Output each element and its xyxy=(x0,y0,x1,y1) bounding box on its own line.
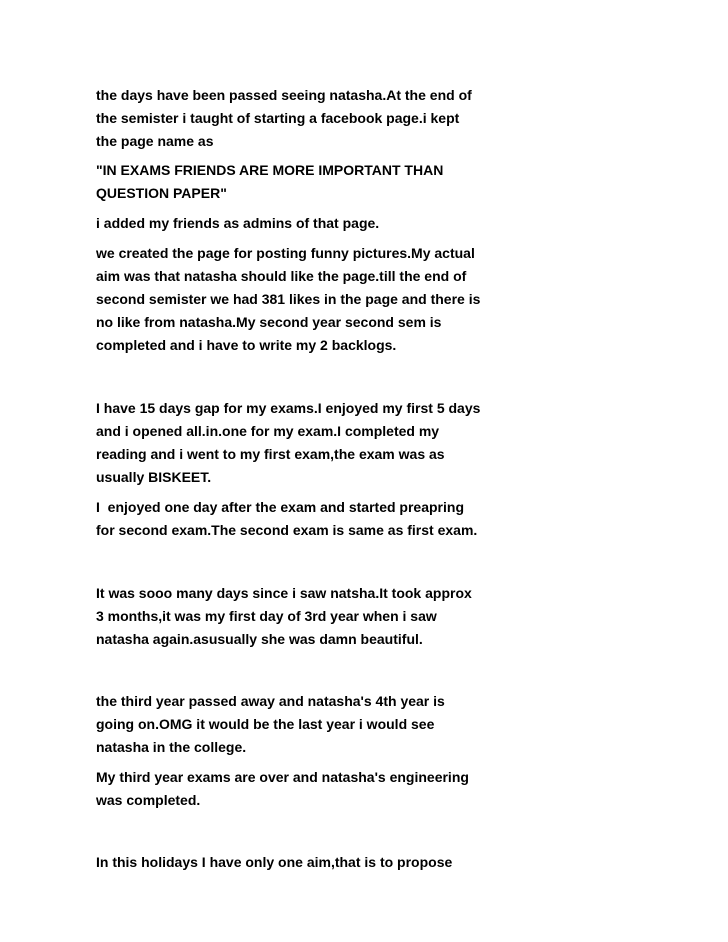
text-line: natasha again.asusually she was damn beautiful. xyxy=(96,631,423,647)
text-line: I enjoyed one day after the exam and started preapring xyxy=(96,499,464,515)
text-line: usually BISKEET. xyxy=(96,469,212,485)
text-line: going on.OMG it would be the last year i would see xyxy=(96,716,435,732)
text-line: we created the page for posting funny pictures.My actual xyxy=(96,245,475,261)
text-line: i added my friends as admins of that page. xyxy=(96,215,380,231)
text-line: 3 months,it was my first day of 3rd year when i saw xyxy=(96,608,437,624)
text-line: I have 15 days gap for my exams.I enjoyed my first 5 days xyxy=(96,400,481,416)
text-line: In this holidays I have only one aim,that is to propose xyxy=(96,854,453,870)
text-line: My third year exams are over and natasha's engineering xyxy=(96,769,469,785)
text-line: aim was that natasha should like the page.till the end of xyxy=(96,268,467,284)
text-line: QUESTION PAPER" xyxy=(96,185,227,201)
text-line: completed and i have to write my 2 backlogs. xyxy=(96,337,397,353)
text-line: no like from natasha.My second year second sem is xyxy=(96,314,442,330)
text-line: and i opened all.in.one for my exam.I completed my xyxy=(96,423,440,439)
text-line: was completed. xyxy=(96,792,201,808)
text-line: second semister we had 381 likes in the page and there is xyxy=(96,291,481,307)
text-line: the third year passed away and natasha's 4th year is xyxy=(96,693,445,709)
text-line: the semister i taught of starting a facebook page.i kept xyxy=(96,110,460,126)
text-line: the page name as xyxy=(96,133,214,149)
text-line: "IN EXAMS FRIENDS ARE MORE IMPORTANT THAN xyxy=(96,162,444,178)
text-line: natasha in the college. xyxy=(96,739,247,755)
text-line: the days have been passed seeing natasha.At the end of xyxy=(96,87,472,103)
text-line: reading and i went to my first exam,the exam was as xyxy=(96,446,445,462)
text-line: It was sooo many days since i saw natsha.It took approx xyxy=(96,585,472,601)
text-line: for second exam.The second exam is same as first exam. xyxy=(96,522,478,538)
